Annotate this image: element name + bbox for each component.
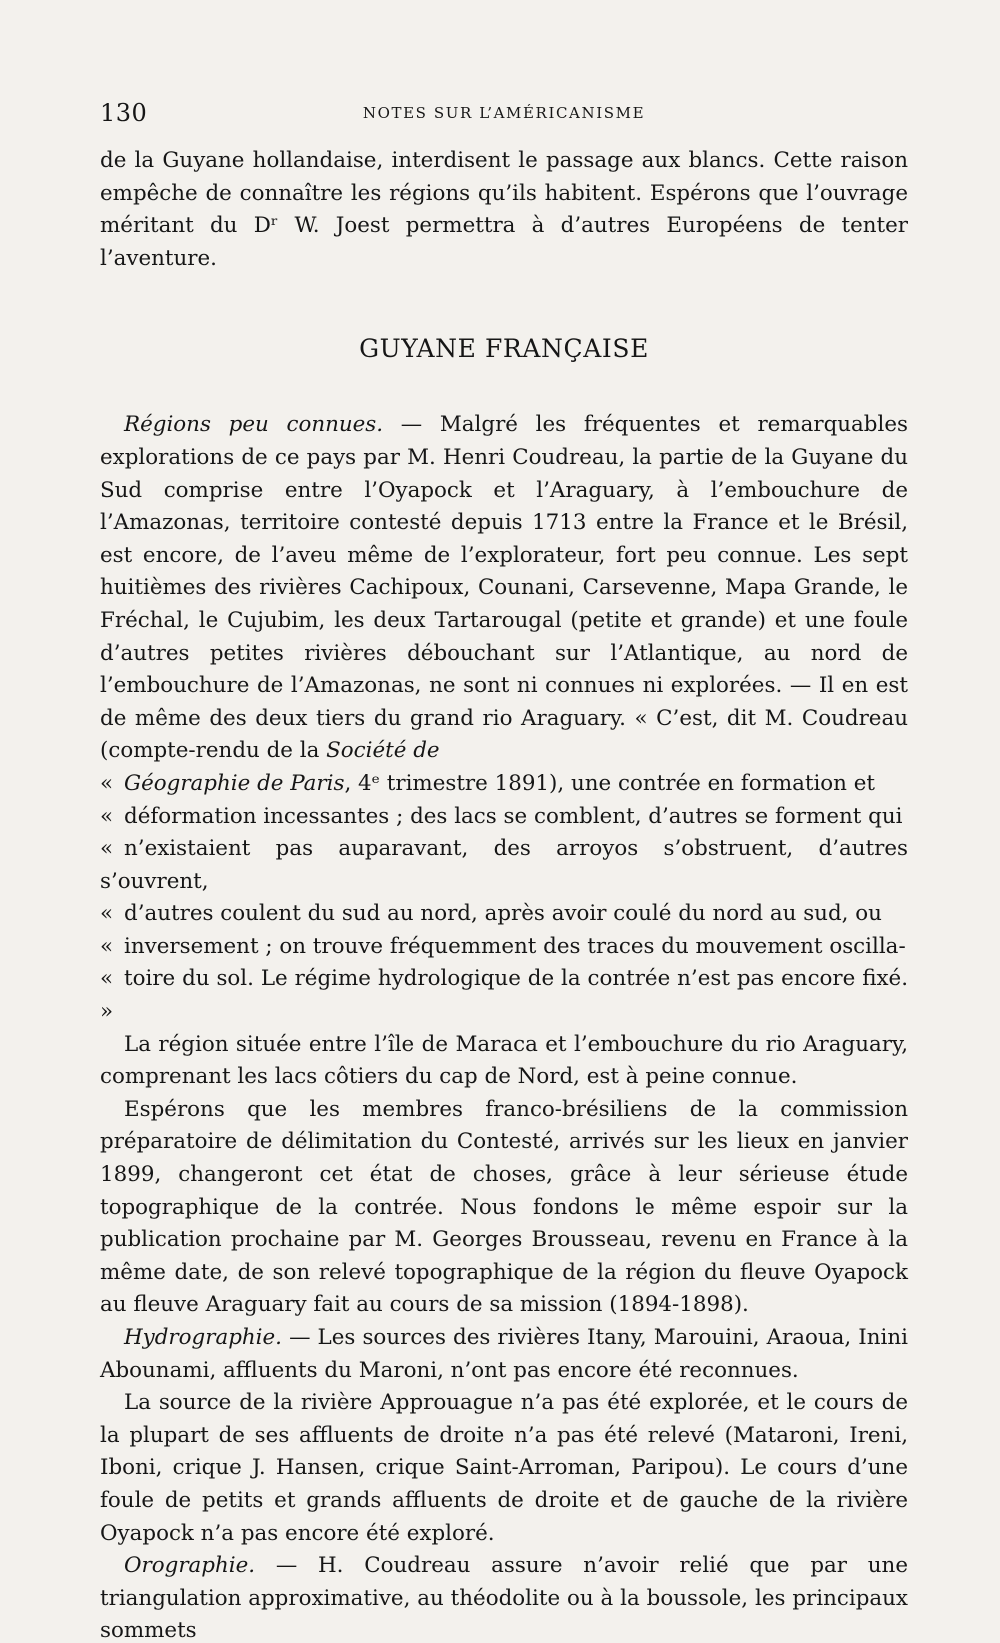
quote-line-5 [100, 931, 908, 964]
approuague-paragraph: La source de la rivière Approuague n’a pas été explorée, et le cours de la plupart de ses affluents de droite n’a pas été relevé (Mataroni, Ireni, Iboni, crique J. Hansen, crique Saint-Arroman, Paripou). Le cours d’une foule de petits et grands affluents de droite et de gauche de la rivière Oyapock n’a pas encore été exploré. [100, 1390, 908, 1546]
quote-line-3-text: n’existaient pas auparavant, des arroyos s’obstruent, d’autres s’ouvrent, [100, 836, 908, 894]
regions-paragraph-text: — Malgré les fréquentes et remarquables explorations de ce pays par M. Henri Coudreau, la partie de la Guyane du Sud comprise entre l’Oyapock et l’Araguary, à l’embouchure de l’Amazonas, territoire contesté depuis 1713 entre la France et le Brésil, est encore, de l’aveu même de l’explorateur, fort peu connue. Les sept huitièmes des rivières Cachipoux, Counani, Carsevenne, Mapa Grande, le Fréchal, le Cujubim, les deux Tartarougal (petite et grande) et une foule d’autres petites rivières débouchant sur l’Atlantique, au nord de l’embouchure de l’Amazonas, ne sont ni connues ni explorées. — Il en est de même des deux tiers du grand rio Araguary. « C’est, dit M. Coudreau (compte-rendu de la [100, 412, 908, 764]
esperons-paragraph: Espérons que les membres franco-brésiliens de la commission préparatoire de délimitation du Contesté, arrivés sur les lieux en janvier 1899, changeront cet état de choses, grâce à leur sérieuse étude topographique de la contrée. Nous fondons le même espoir sur la publication prochaine par M. Georges Brousseau, revenu en France à la même date, de son relevé topographique de la région du fleuve Oyapock au fleuve Araguary fait au cours de sa mission (1894-1898). [100, 1096, 908, 1318]
maraca-paragraph: La région située entre l’île de Maraca et l’embouchure du rio Araguary, comprenant les lacs côtiers du cap de Nord, est à peine connue. [100, 1031, 908, 1090]
quote-line-5-text: inversement ; on trouve fréquemment des traces du mouvement oscilla- [124, 933, 906, 959]
quote-mark: « [100, 933, 114, 959]
quote-line-4 [100, 898, 908, 931]
quote-line-2-text: déformation incessantes ; des lacs se comblent, d’autres se forment qui [124, 803, 903, 829]
quote-mark: « [100, 836, 114, 862]
quote-line-1-italic: Géographie de Paris [124, 770, 345, 796]
running-head [100, 98, 908, 128]
orographie-paragraph [100, 1550, 908, 1643]
hydrographie-paragraph-text: — Les sources des rivières Itany, Marouini, Araoua, Inini Abounami, affluents du Maroni, n’ont pas encore été reconnues. [100, 1325, 908, 1383]
page-number: 130 [100, 99, 148, 127]
quote-line-3 [100, 833, 908, 898]
quote-line-6 [100, 963, 908, 1028]
quote-line-2 [100, 801, 908, 834]
orographie-paragraph-text: — H. Coudreau assure n’avoir relié que par une triangulation approximative, au théodolite ou à la boussole, les principaux sommets [100, 1553, 908, 1643]
quote-mark: « [100, 966, 114, 992]
quote-mark: « [100, 901, 114, 927]
quote-line-1 [100, 768, 908, 801]
opening-paragraph: de la Guyane hollandaise, interdisent le passage aux blancs. Cette raison empêche de connaître les régions qu’ils habitent. Espérons que l’ouvrage méritant du Dʳ W. Joest permettra à d’autres Européens de tenter l’aventure. [100, 148, 908, 271]
regions-run-in-heading: Régions peu connues. [124, 412, 384, 438]
orographie-run-in-heading: Orographie. [124, 1553, 256, 1579]
quote-mark: « [100, 803, 114, 829]
quote-mark: « [100, 770, 114, 796]
regions-paragraph [100, 409, 908, 768]
running-title: NOTES SUR L’AMÉRICANISME [362, 104, 646, 122]
quote-line-1-text: , 4ᵉ trimestre 1891), une contrée en formation et [344, 770, 876, 796]
page-body [100, 145, 908, 1643]
section-heading: GUYANE FRANÇAISE [359, 334, 649, 364]
hydrographie-paragraph [100, 1322, 908, 1387]
hydrographie-run-in-heading: Hydrographie. [124, 1325, 282, 1350]
quote-line-4-text: d’autres coulent du sud au nord, après avoir coulé du nord au sud, ou [124, 901, 882, 927]
quote-line-6-text: toire du sol. Le régime hydrologique de la contrée n’est pas encore fixé. » [100, 966, 908, 1025]
regions-italic-title-start: Société de [326, 738, 440, 764]
